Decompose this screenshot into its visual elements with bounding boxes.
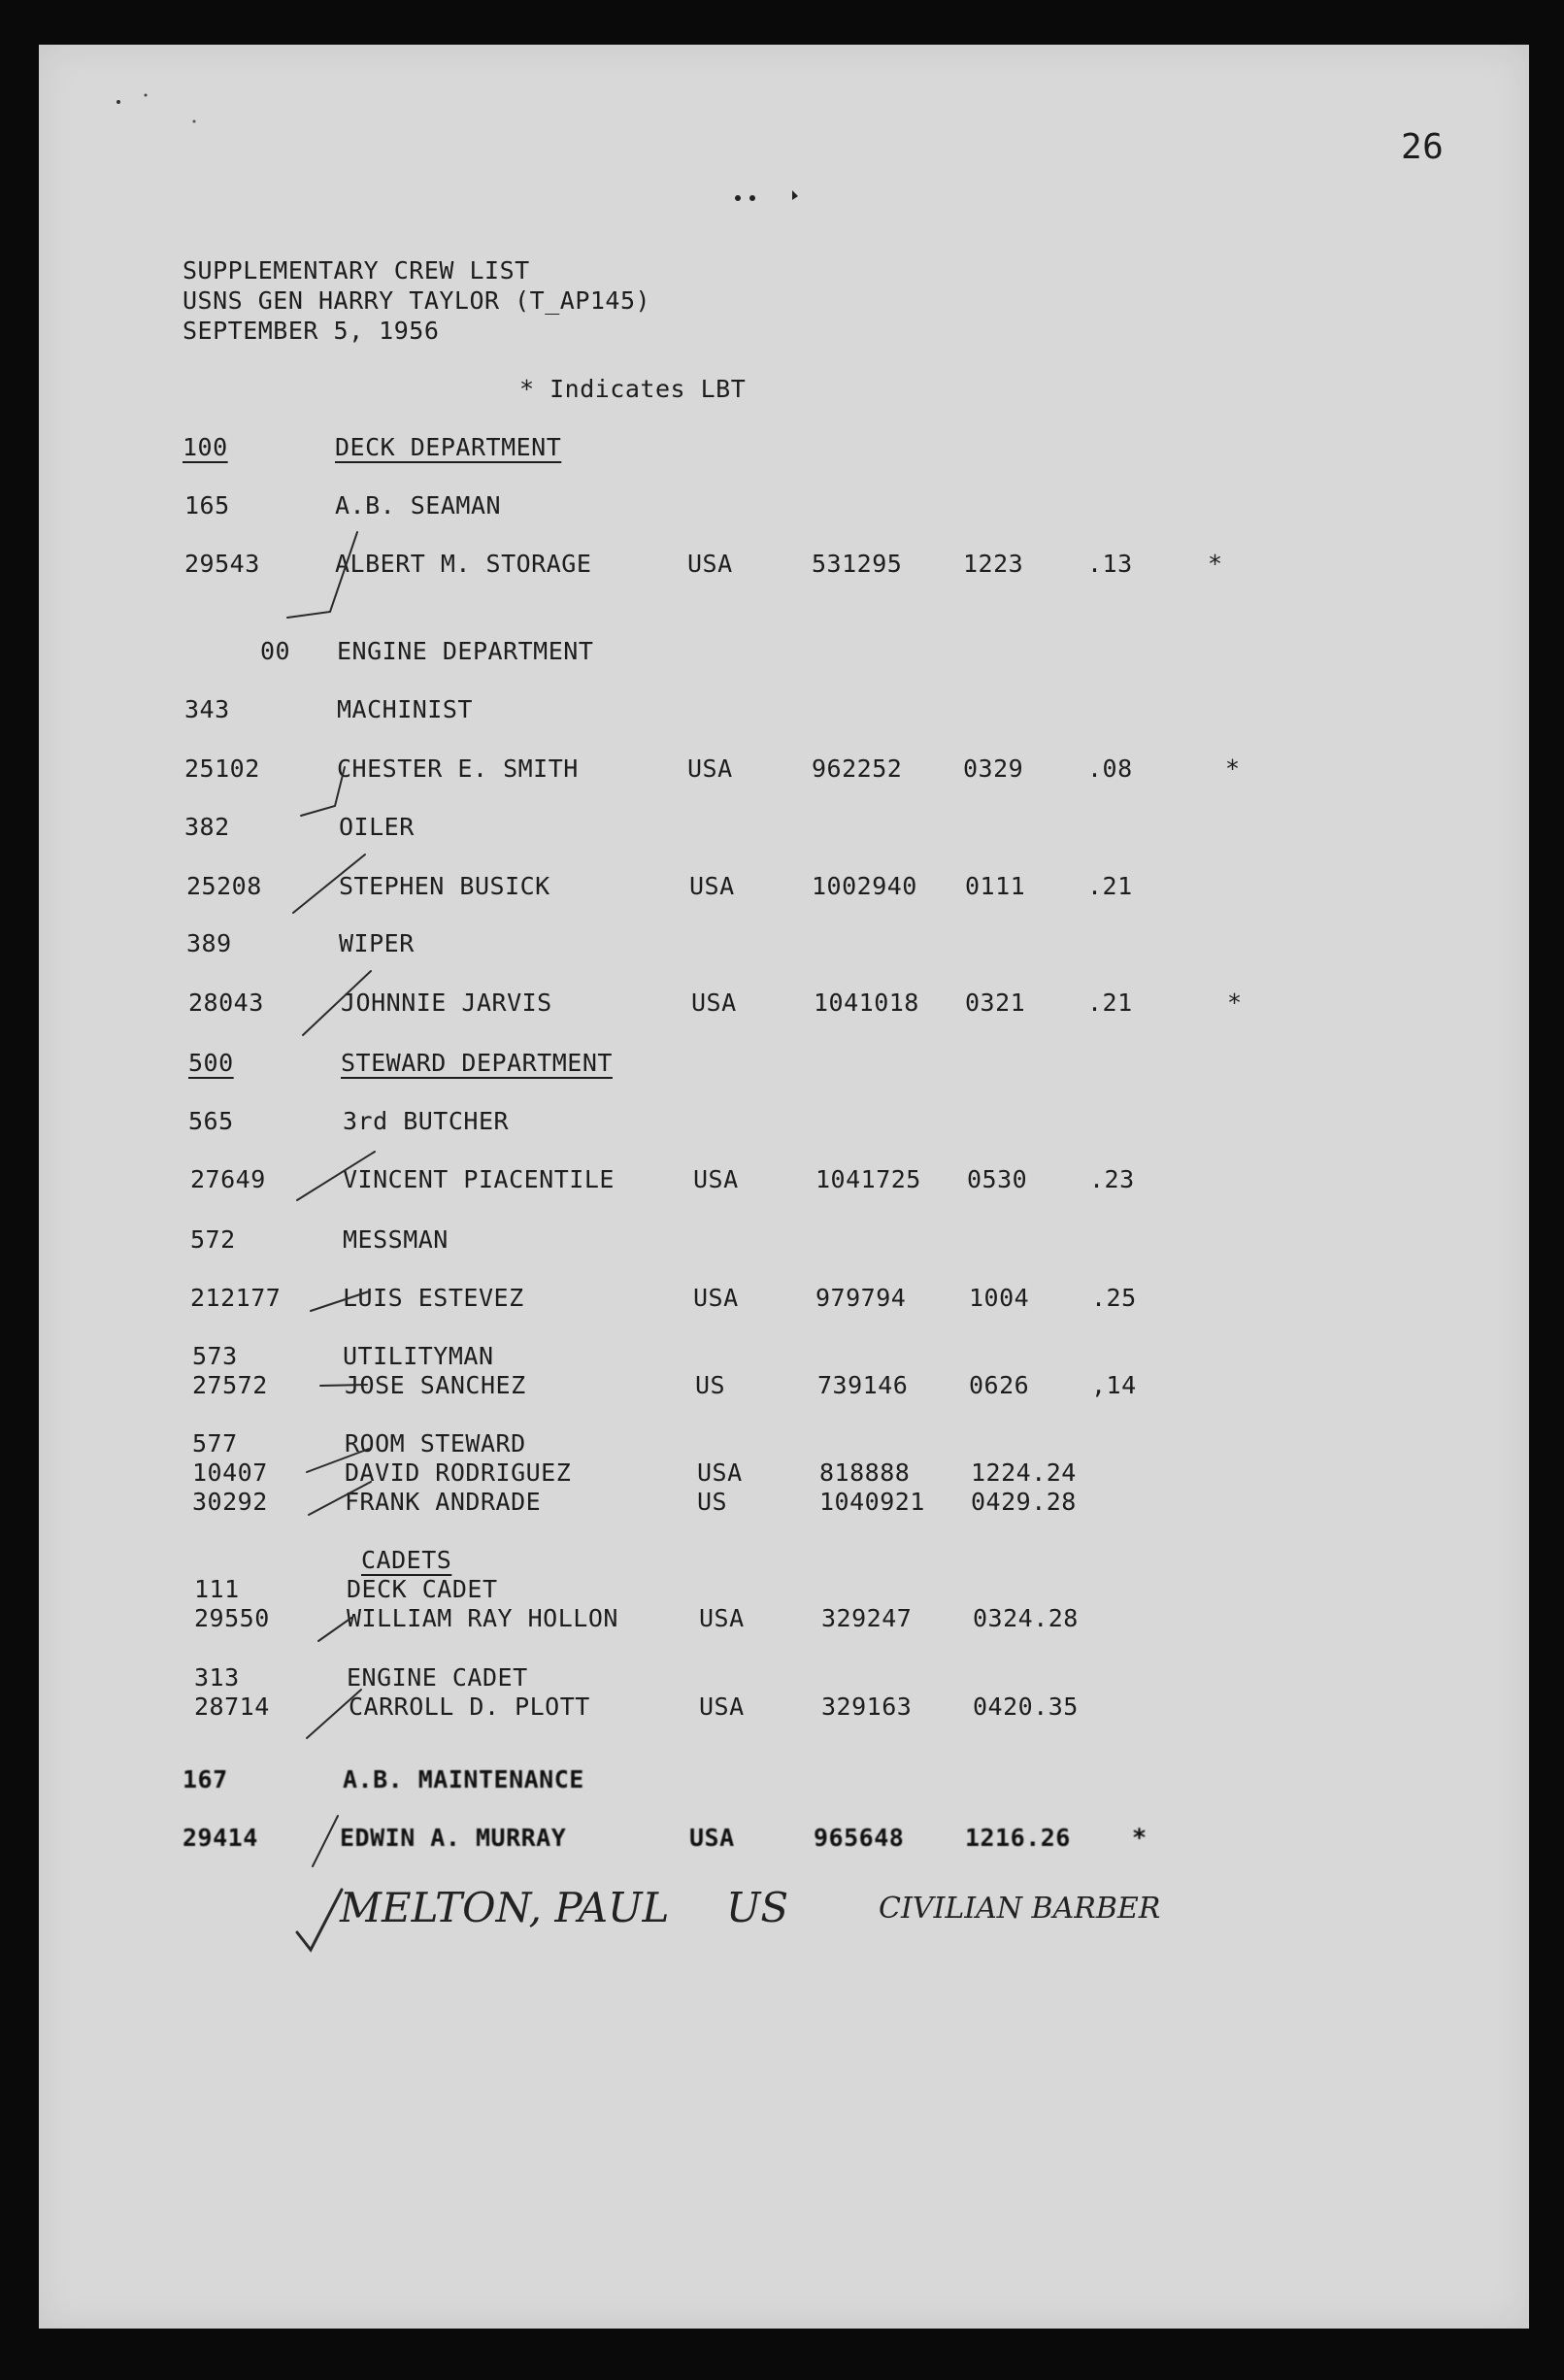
- lbt-marker: *: [1132, 1824, 1148, 1852]
- crew-number: 818888: [819, 1458, 911, 1487]
- crew-rate: .08: [1087, 754, 1133, 783]
- crew-date: 0626: [969, 1371, 1030, 1399]
- crew-nationality: USA: [699, 1604, 745, 1632]
- dept-title: STEWARD DEPARTMENT: [341, 1049, 613, 1077]
- position-title: 3rd BUTCHER: [343, 1107, 510, 1135]
- crew-rate: .13: [1087, 550, 1133, 578]
- crew-date: 0111: [965, 872, 1026, 900]
- position-title: ROOM STEWARD: [345, 1429, 526, 1458]
- page-number: 26: [1401, 127, 1445, 167]
- crew-date: 0329: [963, 754, 1024, 783]
- check-mark: [307, 1449, 369, 1472]
- position-title: WIPER: [339, 929, 415, 957]
- crew-id: 27649: [190, 1165, 266, 1193]
- dept-title: DECK DEPARTMENT: [335, 433, 562, 461]
- header-title: SUPPLEMENTARY CREW LIST: [183, 256, 530, 285]
- check-mark: [320, 1385, 367, 1386]
- crew-date: 0530: [967, 1165, 1028, 1193]
- crew-nationality: USA: [697, 1458, 743, 1487]
- crew-name: DAVID RODRIGUEZ: [345, 1458, 572, 1487]
- crew-nationality: USA: [699, 1693, 745, 1721]
- crew-name: JOSE SANCHEZ: [345, 1371, 526, 1399]
- handwritten-note: CIVILIAN BARBER: [879, 1892, 1161, 1926]
- position-title: A.B. MAINTENANCE: [343, 1765, 584, 1793]
- crew-date: 1223: [963, 550, 1024, 578]
- position-code: 165: [184, 491, 230, 520]
- check-mark: [309, 1482, 371, 1515]
- crew-name: CHESTER E. SMITH: [337, 754, 579, 783]
- header-ship: USNS GEN HARRY TAYLOR (T_AP145): [183, 286, 651, 315]
- header-date: SEPTEMBER 5, 1956: [183, 317, 440, 345]
- crew-id: 27572: [192, 1371, 268, 1399]
- crew-name: STEPHEN BUSICK: [339, 872, 550, 900]
- crew-id: 28043: [188, 989, 264, 1017]
- crew-id: 29550: [194, 1604, 270, 1632]
- crew-nationality: USA: [689, 1824, 735, 1852]
- crew-rate: .23: [1089, 1165, 1135, 1193]
- crew-number: 329247: [821, 1604, 913, 1632]
- crew-number: 965648: [814, 1824, 905, 1852]
- crew-nationality: USA: [691, 989, 737, 1017]
- crew-nationality: USA: [693, 1284, 739, 1312]
- crew-name: JOHNNIE JARVIS: [341, 989, 552, 1017]
- lbt-marker: *: [1208, 550, 1223, 578]
- crew-nationality: USA: [689, 872, 735, 900]
- check-mark: [318, 1618, 351, 1641]
- crew-rate: .21: [1087, 989, 1133, 1017]
- position-code: 167: [183, 1765, 228, 1793]
- position-code: 573: [192, 1342, 238, 1370]
- crew-nationality: USA: [687, 550, 733, 578]
- crew-name: EDWIN A. MURRAY: [340, 1824, 567, 1852]
- crew-id: 29543: [184, 550, 260, 578]
- crew-id: 10407: [192, 1458, 268, 1487]
- crew-date: 0324.28: [973, 1604, 1079, 1632]
- lbt-marker: *: [1227, 989, 1243, 1017]
- position-code: 577: [192, 1429, 238, 1458]
- crew-id: 25102: [184, 754, 260, 783]
- crew-date: 1004: [969, 1284, 1030, 1312]
- check-mark: [297, 1890, 342, 1950]
- crew-id: 30292: [192, 1488, 268, 1516]
- crew-date: 0420.35: [973, 1693, 1079, 1721]
- dept-title: ENGINE DEPARTMENT: [337, 637, 594, 665]
- lbt-marker: *: [1225, 754, 1241, 783]
- crew-name: WILLIAM RAY HOLLON: [347, 1604, 618, 1632]
- check-mark: [313, 1816, 338, 1866]
- position-code: 382: [184, 813, 230, 841]
- crew-id: 28714: [194, 1693, 270, 1721]
- crew-name: ALBERT M. STORAGE: [335, 550, 592, 578]
- crew-date: 0321: [965, 989, 1026, 1017]
- position-code: 389: [186, 929, 232, 957]
- crew-number: 962252: [812, 754, 903, 783]
- check-mark: [287, 532, 357, 618]
- dept-code: 00: [260, 637, 291, 665]
- crew-rate: .21: [1087, 872, 1133, 900]
- handwritten-name: MELTON, PAUL: [340, 1884, 670, 1931]
- position-code: 313: [194, 1663, 240, 1692]
- crew-nationality: USA: [693, 1165, 739, 1193]
- crew-nationality: US: [695, 1371, 726, 1399]
- position-title: ENGINE CADET: [347, 1663, 528, 1692]
- check-mark: [311, 1291, 369, 1311]
- position-title: MACHINIST: [337, 695, 473, 723]
- check-mark: [301, 767, 345, 816]
- crew-number: 1002940: [812, 872, 917, 900]
- crew-name: LUIS ESTEVEZ: [343, 1284, 524, 1312]
- crew-number: 1041018: [814, 989, 919, 1017]
- check-mark: [303, 971, 371, 1035]
- position-title: DECK CADET: [347, 1575, 498, 1603]
- position-title: OILER: [339, 813, 415, 841]
- crew-date: 1216.26: [965, 1824, 1071, 1852]
- crew-number: 979794: [815, 1284, 907, 1312]
- position-code: 565: [188, 1107, 234, 1135]
- crew-number: 329163: [821, 1693, 913, 1721]
- crew-name: FRANK ANDRADE: [345, 1488, 542, 1516]
- crew-rate: ,14: [1091, 1371, 1137, 1399]
- crew-id: 29414: [183, 1824, 258, 1852]
- crew-number: 1040921: [819, 1488, 925, 1516]
- position-title: MESSMAN: [343, 1225, 449, 1254]
- crew-nationality: USA: [687, 754, 733, 783]
- dept-code: 500: [188, 1049, 234, 1077]
- lbt-legend: * Indicates LBT: [519, 375, 747, 403]
- crew-date: 0429.28: [971, 1488, 1077, 1516]
- crew-number: 1041725: [815, 1165, 921, 1193]
- crew-id: 212177: [190, 1284, 282, 1312]
- check-mark: [297, 1152, 375, 1200]
- crew-rate: .25: [1091, 1284, 1137, 1312]
- position-title: UTILITYMAN: [343, 1342, 494, 1370]
- position-code: 572: [190, 1225, 236, 1254]
- crew-id: 25208: [186, 872, 262, 900]
- crew-name: CARROLL D. PLOTT: [349, 1693, 590, 1721]
- crew-number: 739146: [817, 1371, 909, 1399]
- dept-code: 100: [183, 433, 228, 461]
- crew-number: 531295: [812, 550, 903, 578]
- check-mark: [293, 855, 365, 913]
- check-mark: [307, 1690, 361, 1738]
- position-title: A.B. SEAMAN: [335, 491, 502, 520]
- crew-nationality: US: [697, 1488, 728, 1516]
- handwritten-nationality: US: [726, 1884, 789, 1931]
- position-code: 111: [194, 1575, 240, 1603]
- crew-name: VINCENT PIACENTILE: [343, 1165, 615, 1193]
- position-code: 343: [184, 695, 230, 723]
- crew-date: 1224.24: [971, 1458, 1077, 1487]
- section-title: CADETS: [361, 1546, 452, 1574]
